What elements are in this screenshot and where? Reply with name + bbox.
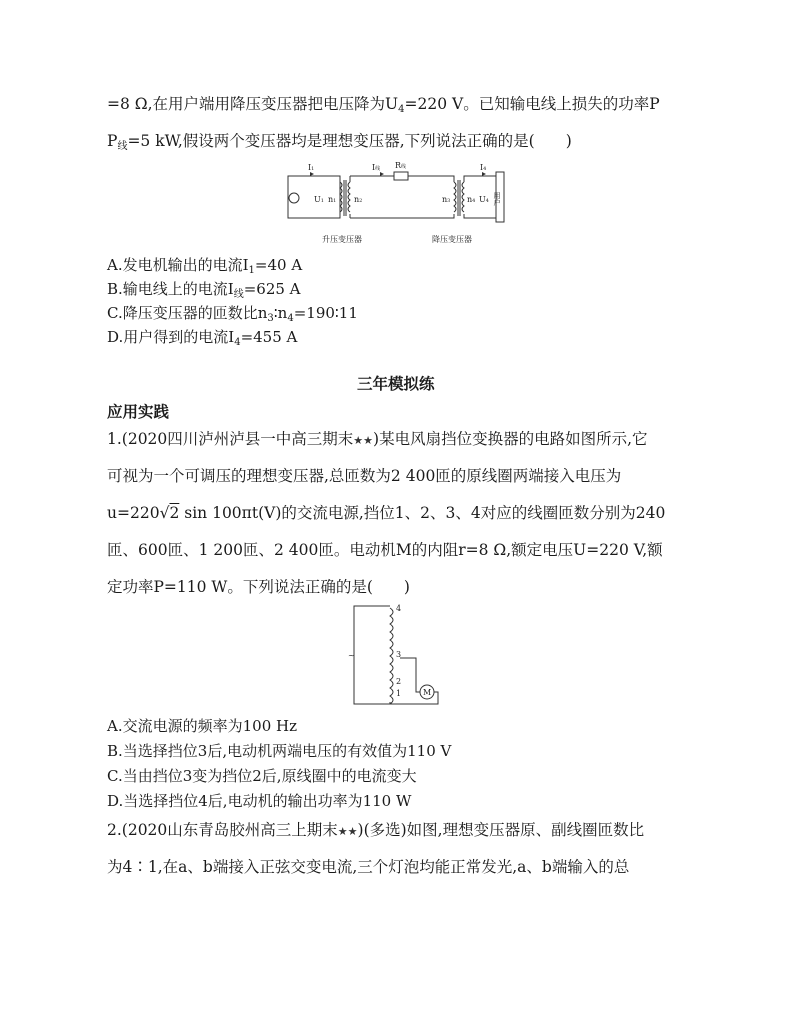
section-subtitle: 应用实践 [107,403,170,421]
tap-3-label: 3 [396,650,402,659]
label-U4: U4 [479,195,489,204]
transmission-circuit-figure [284,158,514,248]
q2-line-2: 为4∶1,在a、b端接入正弦交变电流,三个灯泡均能正常发光,a、b端输入的总 [107,858,630,876]
ac-source-symbol: ~ [348,651,355,660]
tap-2-label: 2 [396,677,402,686]
label-user: 用户 [493,192,501,206]
label-n4: n4 [467,195,476,204]
label-I1: I1 [308,163,315,172]
problem-text-line-2: $P_线=5$ kW,假设两个变压器均是理想变压器,下列说法正确的是( ) [107,132,572,152]
label-n3: n3 [442,195,451,204]
label-n1: n1 [328,195,337,204]
motor-symbol: M [423,688,432,697]
q2-line-1: 2.(2020山东青岛胶州高三上期末★★)(多选)如图,理想变压器原、副线圈匝数比 [107,821,645,839]
label-I-line: I线 [372,163,381,172]
q1-line-5: 定功率P=110 W。下列说法正确的是( ) [107,578,410,596]
option-b: B.输电线上的电流$I_线=625$ A [107,280,301,300]
section-title: 三年模拟练 [357,375,435,393]
q1-line-4: 匝、600匝、1 200匝、2 400匝。电动机M的内阻r=8 Ω,额定电压U=220 V,额 [107,541,663,559]
label-step-down: 降压变压器 [432,235,472,244]
problem-text-line-1: =8 Ω,在用户端用降压变压器把电压降为$U_4=220$ V。已知输电线上损失的功率P [107,95,660,115]
q1-line-3: u=220√2 sin 100πt(V)的交流电源,挡位1、2、3、4对应的线圈匝数分别为240 [107,504,666,522]
q1-line-2: 可视为一个可调压的理想变压器,总匝数为2 400匝的原线圈两端接入电压为 [107,467,622,485]
q1-option-d: D.当选择挡位4后,电动机的输出功率为110 W [107,792,412,810]
label-I4: I4 [480,163,487,172]
q1-option-b: B.当选择挡位3后,电动机两端电压的有效值为110 V [107,742,452,760]
q1-option-a: A.交流电源的频率为100 Hz [107,717,297,735]
option-c: C.降压变压器的匝数比$n_3∶n_4=190∶11$ [107,304,358,324]
difficulty-stars: ★★ [337,825,358,838]
label-U1: U1 [314,195,324,204]
tap-4-label: 4 [396,604,402,613]
option-a: A.发电机输出的电流$I_1=40$ A [107,256,303,276]
label-n2: n2 [354,195,363,204]
q1-option-c: C.当由挡位3变为挡位2后,原线圈中的电流变大 [107,767,417,785]
sqrt-sign: √ [159,504,170,522]
fan-transformer-figure [346,602,446,710]
label-step-up: 升压变压器 [322,235,362,244]
option-d: D.用户得到的电流$I_4=455$ A [107,328,298,348]
q1-line-1: 1.(2020四川泸州泸县一中高三期末★★)某电风扇挡位变换器的电路如图所示,它 [107,430,648,448]
difficulty-stars: ★★ [353,434,374,447]
label-R-line: R线 [395,161,407,170]
tap-1-label: 1 [396,689,402,698]
